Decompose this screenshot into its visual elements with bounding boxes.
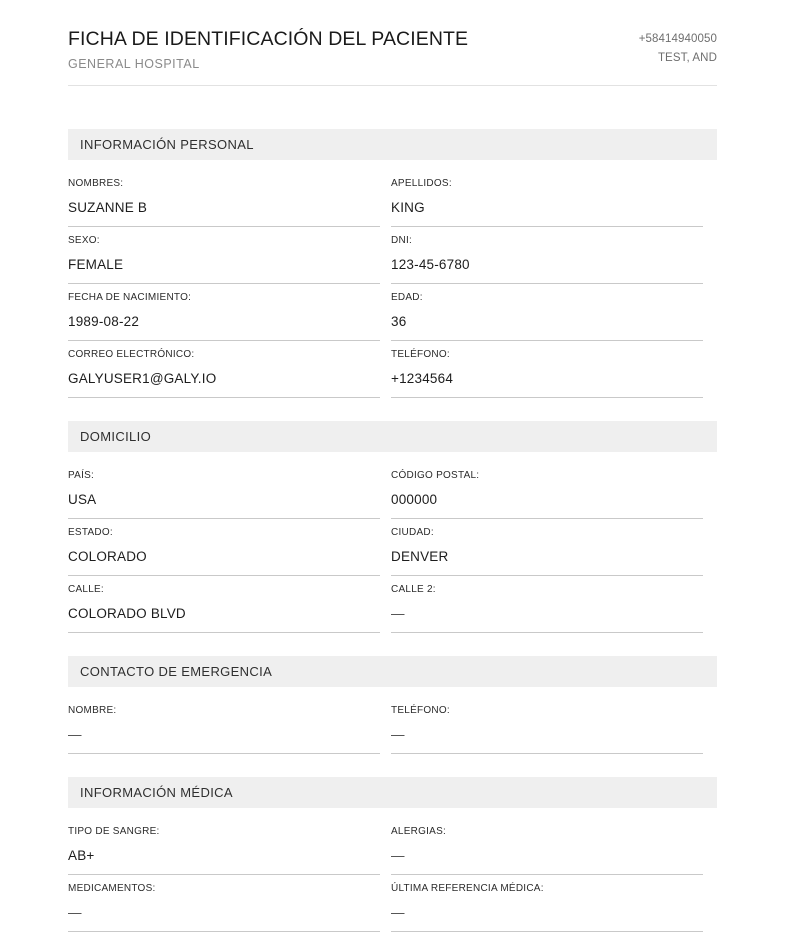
form-field[interactable]: [391, 170, 703, 227]
field-value: +1234564: [391, 371, 454, 386]
field-label: APELLIDOS:: [391, 178, 452, 189]
field-value: —: [391, 905, 405, 920]
header-left-block: [68, 26, 468, 74]
field-label: MEDICAMENTOS:: [68, 883, 156, 894]
section-header: [68, 129, 717, 160]
header-divider: [68, 85, 717, 86]
field-row: [68, 341, 717, 398]
field-label: TELÉFONO:: [391, 705, 450, 716]
form-field[interactable]: [68, 519, 380, 576]
field-label: CORREO ELECTRÓNICO:: [68, 349, 195, 360]
field-value: FEMALE: [68, 257, 124, 272]
field-label: FECHA DE NACIMIENTO:: [68, 292, 192, 303]
field-row: [68, 576, 717, 633]
field-label: TIPO DE SANGRE:: [68, 826, 160, 837]
field-label: ALERGIAS:: [391, 826, 447, 837]
section-spacer: [68, 398, 717, 421]
field-row: [68, 697, 717, 754]
field-label: DNI:: [391, 235, 412, 246]
field-label: PAÍS:: [68, 470, 95, 481]
field-row: [68, 818, 717, 875]
field-label: EDAD:: [391, 292, 423, 303]
section-spacer: [68, 633, 717, 656]
document-header: [68, 26, 717, 74]
field-label: NOMBRES:: [68, 178, 124, 189]
field-value: —: [68, 727, 82, 742]
section-header-label: CONTACTO DE EMERGENCIA: [80, 664, 273, 679]
form-field[interactable]: [68, 170, 380, 227]
field-row: [68, 170, 717, 227]
form-field[interactable]: [68, 576, 380, 633]
field-value: —: [391, 848, 405, 863]
form-field[interactable]: [68, 284, 380, 341]
field-value: 36: [391, 314, 407, 329]
field-label: SEXO:: [68, 235, 100, 246]
form-field[interactable]: [391, 341, 703, 398]
form-field[interactable]: [391, 875, 703, 932]
field-value: COLORADO: [68, 549, 147, 564]
field-row: [68, 227, 717, 284]
field-value: AB+: [68, 848, 95, 863]
form-field[interactable]: [68, 875, 380, 932]
field-value: GALYUSER1@GALY.IO: [68, 371, 217, 386]
form-field[interactable]: [68, 227, 380, 284]
field-label: ESTADO:: [68, 527, 113, 538]
field-label: CALLE 2:: [391, 584, 436, 595]
field-label: TELÉFONO:: [391, 349, 450, 360]
field-value: 000000: [391, 492, 438, 507]
form-field[interactable]: [68, 462, 380, 519]
section-header-label: INFORMACIÓN PERSONAL: [80, 137, 254, 152]
field-value: DENVER: [391, 549, 449, 564]
page-title: FICHA DE IDENTIFICACIÓN DEL PACIENTE: [68, 28, 469, 50]
field-value: —: [391, 727, 405, 742]
form-field[interactable]: [68, 697, 380, 754]
field-value: KING: [391, 200, 425, 215]
field-label: ÚLTIMA REFERENCIA MÉDICA:: [391, 883, 544, 894]
form-field[interactable]: [68, 818, 380, 875]
form-field[interactable]: [391, 462, 703, 519]
header-account-name: TEST, AND: [657, 52, 717, 64]
field-label: CALLE:: [68, 584, 104, 595]
field-value: SUZANNE B: [68, 200, 148, 215]
section-header-label: DOMICILIO: [80, 429, 152, 444]
form-field[interactable]: [391, 227, 703, 284]
header-right-block: [639, 26, 717, 68]
form-field[interactable]: [391, 697, 703, 754]
section-header: [68, 421, 717, 452]
field-row: [68, 519, 717, 576]
form-field[interactable]: [391, 284, 703, 341]
field-value: 1989-08-22: [68, 314, 140, 329]
field-label: CÓDIGO POSTAL:: [391, 470, 480, 481]
form-field[interactable]: [391, 576, 703, 633]
field-value: COLORADO BLVD: [68, 606, 186, 621]
field-label: NOMBRE:: [68, 705, 117, 716]
header-phone: +58414940050: [638, 33, 717, 45]
field-row: [68, 284, 717, 341]
field-value: —: [391, 606, 405, 621]
field-value: USA: [68, 492, 97, 507]
field-value: 123-45-6780: [391, 257, 470, 272]
form-content: [68, 129, 717, 932]
form-field[interactable]: [391, 818, 703, 875]
section-header-label: INFORMACIÓN MÉDICA: [80, 785, 233, 800]
field-row: [68, 462, 717, 519]
field-label: CIUDAD:: [391, 527, 434, 538]
field-value: —: [68, 905, 82, 920]
section-header: [68, 656, 717, 687]
field-row: [68, 875, 717, 932]
form-field[interactable]: [68, 341, 380, 398]
section-header: [68, 777, 717, 808]
hospital-name: GENERAL HOSPITAL: [68, 57, 200, 71]
section-spacer: [68, 754, 717, 777]
form-field[interactable]: [391, 519, 703, 576]
